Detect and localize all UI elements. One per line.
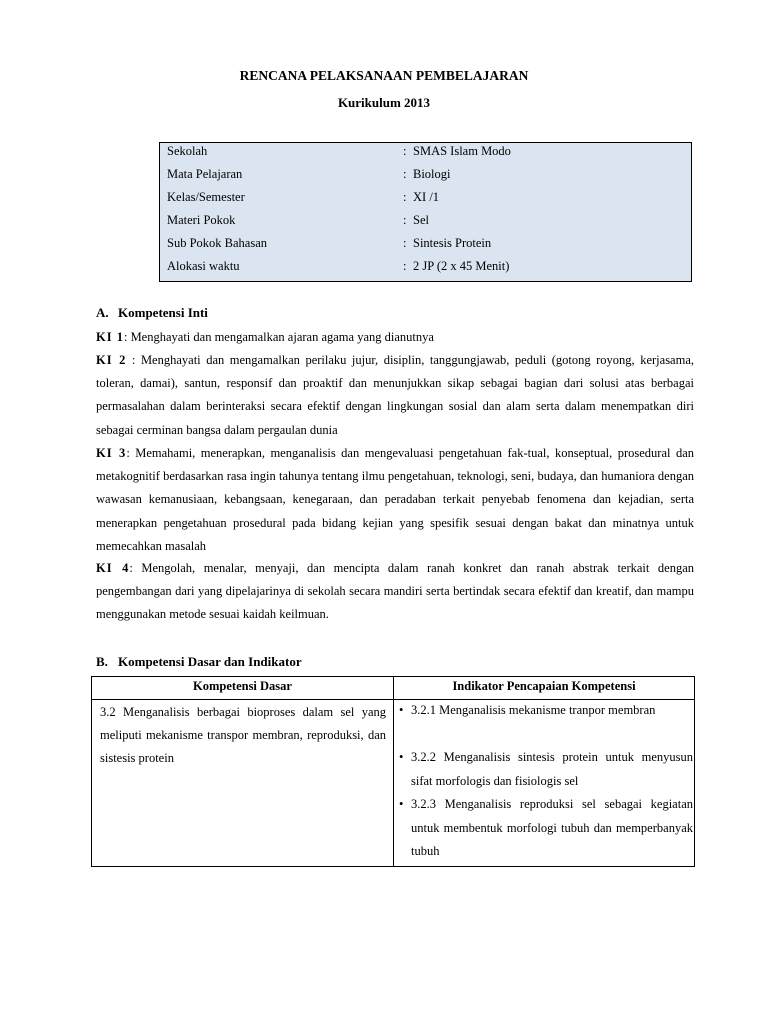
section-title: Kompetensi Inti bbox=[118, 305, 208, 320]
section-b-heading bbox=[96, 654, 302, 670]
ki-4-paragraph bbox=[96, 557, 694, 627]
identity-value: SMAS Islam Modo bbox=[413, 144, 511, 158]
identity-value: Sel bbox=[413, 213, 429, 227]
document-title: RENCANA PELAKSANAAN PEMBELAJARAN bbox=[239, 68, 529, 83]
section-number: A. bbox=[96, 305, 109, 320]
identity-colon: : bbox=[403, 236, 407, 250]
identity-label: Kelas/Semester bbox=[167, 190, 245, 204]
kompetensi-dasar-cell: 3.2 Menganalisis berbagai bioproses dalam sel yang meliputi mekanisme transpor membran, reproduksi, dan sistesis protein bbox=[100, 705, 386, 765]
ki-2-paragraph bbox=[96, 349, 694, 442]
ki-label: KI 3 bbox=[96, 446, 127, 460]
bullet-icon: • bbox=[399, 797, 404, 811]
identity-label: Mata Pelajaran bbox=[167, 167, 243, 181]
ki-text: : Menghayati dan mengamalkan perilaku jujur, disiplin, tanggungjawab, peduli (gotong royong, kerjasama, toleran, damai), santun, responsif dan proaktif dan menunjukkan sikap sebagai bagian dari solusi atas berbagai permasalahan dalam berinteraksi secara efektif dengan lingkungan sosial dan alam serta dalam menempatkan diri sebagai cerminan bangsa dalam pergaulan dunia bbox=[96, 353, 695, 437]
identity-box bbox=[159, 142, 692, 282]
identity-colon: : bbox=[403, 213, 407, 227]
ki-text: : Memahami, menerapkan, menganalisis dan mengevaluasi pengetahuan fak-tual, konseptual, prosedural dan metakognitif berdasarkan rasa ingin tahunya tentang ilmu pengetahuan, teknologi, seni, budaya, dan humaniora dengan wawasan kemanusiaan, kebangsaan, kenegaraan, dan peradaban terkait penyebab fenomena dan kejadian, serta menerapkan pengetahuan prosedural pada bidang kejian yang spesifik sesuai dengan bakat dan minatnya untuk memecahkan masalah bbox=[96, 446, 694, 553]
bullet-icon: • bbox=[399, 703, 404, 717]
col-header-indikator: Indikator Pencapaian Kompetensi bbox=[452, 679, 636, 693]
section-title: Kompetensi Dasar dan Indikator bbox=[118, 654, 302, 669]
identity-label: Sub Pokok Bahasan bbox=[167, 236, 267, 250]
identity-colon: : bbox=[403, 259, 407, 273]
ki-text: : Mengolah, menalar, menyaji, dan mencipta dalam ranah konkret dan ranah abstrak terkait dengan pengembangan dari yang dipelajarinya di sekolah secara mandiri serta bertindak secara efektif dan kreatif, dan mampu menggunakan metode sesuai kaidah keilmuan. bbox=[96, 561, 695, 622]
section-number: B. bbox=[96, 654, 108, 669]
ki-label: KI 4 bbox=[96, 561, 130, 575]
ki-3-paragraph bbox=[96, 442, 694, 558]
identity-label: Sekolah bbox=[167, 144, 208, 158]
ki-label: KI 1 bbox=[96, 330, 124, 344]
section-a-heading bbox=[96, 305, 208, 321]
identity-value: Biologi bbox=[413, 167, 451, 181]
col-header-kompetensi-dasar: Kompetensi Dasar bbox=[193, 679, 292, 693]
identity-value: 2 JP (2 x 45 Menit) bbox=[413, 259, 510, 273]
identity-label: Materi Pokok bbox=[167, 213, 236, 227]
ki-label: KI 2 bbox=[96, 353, 127, 367]
identity-colon: : bbox=[403, 144, 407, 158]
identity-colon: : bbox=[403, 167, 407, 181]
indicator-text: 3.2.2 Menganalisis sintesis protein untuk menyusun sifat morfologis dan fisiologis sel bbox=[411, 750, 693, 788]
bullet-icon: • bbox=[399, 750, 404, 764]
competency-table bbox=[91, 676, 695, 867]
identity-value: XI /1 bbox=[413, 190, 440, 204]
ki-1-paragraph bbox=[96, 326, 694, 349]
identity-label: Alokasi waktu bbox=[167, 259, 240, 273]
indicator-text: 3.2.1 Menganalisis mekanisme tranpor membran bbox=[411, 703, 656, 717]
indicator-text: 3.2.3 Menganalisis reproduksi sel sebagai kegiatan untuk membentuk morfologi tubuh dan memperbanyak tubuh bbox=[411, 797, 693, 858]
identity-colon: : bbox=[403, 190, 407, 204]
document-subtitle: Kurikulum 2013 bbox=[337, 95, 431, 110]
ki-text: : Menghayati dan mengamalkan ajaran agama yang dianutnya bbox=[123, 330, 434, 344]
identity-value: Sintesis Protein bbox=[413, 236, 492, 250]
column-divider bbox=[393, 677, 394, 866]
